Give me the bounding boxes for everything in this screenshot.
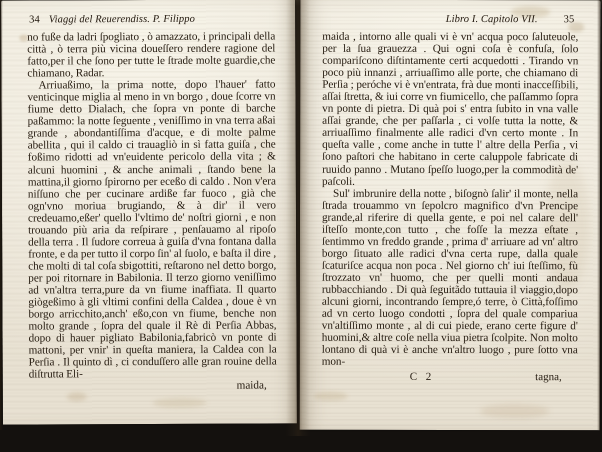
left-folio-number: 34 xyxy=(29,14,40,26)
left-running-head xyxy=(27,13,275,29)
paragraph: no fuße da ladri ſpogliato , ò amazzato, i principali della città , ò terra più vicina doueſſero rendere ragione del fatto,per il che ſono per tutte le ſtrade molte guardie,che chiamano, Radar. xyxy=(27,30,276,80)
left-catch-line: maida, xyxy=(236,379,267,392)
paragraph: Sul' imbrunire della notte , biſognò ſalir' il monte, nella ſtrada trouammo vn ſepolcro magnifico d'vn Prencipe grande,al riferire di quella gente, e poi nel calare dell' iſteſſo monte,con tutto , che foſſe la mezza eſtate , ſentimmo vn freddo grande , prima d' arriuare ad vn' altro borgo ſituato alle radici d'vna certa rupe, dalla quale ſcaturiſce acqua non poca . Nel giorno ch' iui ſteſſimo, fù ſtrozzato vn' huomo, che per quelli monti andaua rubbacchiando . Di quà ſeguitãdo tuttauia il viaggio,dopo alcuni giorni, incontrando ſempre,ó terre, ò Città,foſſimo ad vn certo luogo condotti , ſopra del quale compariua vn'altiſſimo monte , al di cui piede, erano certe figure d' huomini,& altre coſe nella viua pietra ſcolpite. Non molto lontano di quà vi è anche vn'altro luogo , pure ſotto vna mon- xyxy=(321,187,579,369)
paper-stain xyxy=(480,404,550,418)
left-body-text xyxy=(27,30,277,380)
left-page xyxy=(1,0,297,425)
right-running-head xyxy=(322,14,578,29)
right-running-title: Libro I. Capitolo VII. xyxy=(445,13,538,26)
paper-stain xyxy=(67,392,87,401)
paragraph: maida , intorno alle quali vi è vn' acqua poco ſaluteuole, per la ſua grauezza . Qui ogni coſa è confuſa, ſolo compariſcono diſtintamente certi acquedotti . Tirando vn poco più innanzi , arriuaſſimo alle porte, che chiamano di Perſia ; peróche vi è vn'entrata, frà due monti inacceſſibili, aſſai ſtretta, & iui corre vn fiumicello, che paſſammo ſopra vn ponte di pietra. Di quà poi s' entra ſubito in vna valle aſſai grande, che per paſſarla , ci volſe tutta la notte, & arriuaſſimo finalmente alle radici d'vn certo monte . In queſta valle , come anche in tutte l' altre della Perſia , vi ſono paſtori che habitano in certe caluppole fabricate di ruuido panno . Mutano ſpeſſo luogo,per la commodità de' paſcoli. xyxy=(322,30,579,188)
signature-mark: C 2 xyxy=(409,371,435,384)
paper-stain xyxy=(153,398,207,408)
right-body-text xyxy=(322,31,579,369)
paragraph: Arriuaßimo, la prima notte, dopo l'hauer' fatto venticinque miglia al meno in vn borgo , doue ſcorre vn fiume detto Dialach, che ſopra vn ponte di barche paßammo: la notte ſeguente , veniſſimo in vna terra aßai grande , abondantiſſima d'acque, e di molte palme abellita , qui il caldo ci trauagliò in sì fatta guiſa , che foßimo ridotti ad vn'euidente pericolo della vita ; & alcuni huomini , & anche animali , ſtando bene la mattina,il giorno ſpirorno per eceßo di caldo . Non v'era niſſuno che per cucinare ardiße far fuoco , già che ogn'vno moriua brugiando, & à dir' il vero credeuamo,eßer' quello l'vltimo de' noſtri giorni , e non trouando più aria da reſpirare , penſauamo al ripoſo della terra . Il ſudore correua à guiſa d'vna fontana dalla fronte, e da per tutto il corpo ſin' al ſuolo, e baſta il dire , che molti di tal coſa sbigottiti, reſtarono nel detto borgo, per poi ritornare in Babilonia. Il terzo giorno veniſſimo ad vn'altra terra,pure da vn fiume inaffiata. Il quarto giògeßimo à gli vltimi confini della Caldea , doue è vn borgo arricchito,anch' eßo,con vn fiume, benche non molto grande , ſopra del quale il Rè di Perſia Abbas, dopo di hauer pigliato Babilonia,fabricò vn ponte di mattoni, per vnir' in queſta maniera, la Caldea con la Perſia . Il quinto dì , ci conduſſero alle gran rouine della diſtrutta Eli- xyxy=(27,78,277,381)
left-running-title: Viaggi del Reuerendiss. P. Filippo xyxy=(48,13,195,26)
right-page-content xyxy=(322,14,579,385)
right-folio-number: 35 xyxy=(563,14,575,26)
left-page-content xyxy=(27,13,277,392)
right-page xyxy=(300,0,601,430)
catchword: tagna, xyxy=(535,371,562,384)
right-page-footer xyxy=(322,371,578,384)
paper-stain xyxy=(314,392,348,401)
